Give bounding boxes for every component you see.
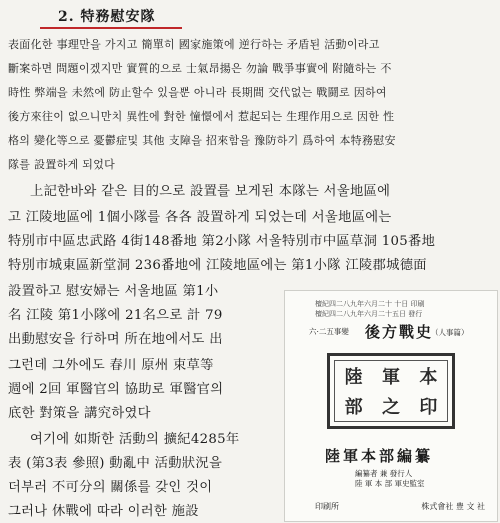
text-line: 出動慰安을 行하며 所在地에서도 出 xyxy=(8,332,223,347)
text-line: 고 江陵地區에 1個小隊를 各各 設置하게 되었는데 서울地區에는 xyxy=(8,210,392,225)
text-line: 特別市城東區新堂洞 236番地에 江陵地區에는 第1小隊 江陵郡城德面 xyxy=(8,258,427,273)
heading-underline xyxy=(40,27,182,29)
text-line: 表面化한 事理만을 가지고 簡單히 國家施策에 逆行하는 矛盾된 活動이라고 xyxy=(8,38,380,51)
text-line: 名 江陵 第1小隊에 21名으로 計 79 xyxy=(8,308,223,323)
text-line: 여기에 如斯한 活動의 擴紀4285年 xyxy=(30,432,240,447)
printer-name: 株式會社 豊 文 社 xyxy=(421,502,485,511)
text-line: 特別市中區忠武路 4街148番地 第2小隊 서울特別市中區草洞 105番地 xyxy=(8,234,436,249)
editor-name: 陸 軍 本 部 軍史監室 xyxy=(355,479,425,488)
book-printer xyxy=(315,501,485,512)
section-heading: 2. 特務慰安隊 xyxy=(58,9,156,25)
print-date-line: 檀紀四二八九年六月二十 十日 印刷 xyxy=(315,300,425,308)
book-subtitle: （人事篇） xyxy=(431,328,469,337)
text-line: 斷案하면 問題이겠지만 實質的으로 士氣昂揚은 勿論 戰爭事實에 附隨하는 不 xyxy=(8,62,392,75)
seal-char: 陸 xyxy=(344,367,363,388)
text-line: 隊를 設置하게 되었다 xyxy=(8,158,116,171)
text-line: 그러나 休戰에 따라 이러한 施設 xyxy=(8,504,199,519)
printer-label: 印刷所 xyxy=(315,502,339,511)
seal-char: 部 xyxy=(344,397,363,418)
text-line: 底한 對策을 講究하였다 xyxy=(8,406,151,421)
text-line: 表 (第3表 參照) 動亂中 活動狀況을 xyxy=(8,456,223,471)
book-publisher: 陸軍本部編纂 xyxy=(325,447,434,465)
editor-label: 編纂者 兼 發行人 xyxy=(355,469,413,478)
seal-char: 本 xyxy=(419,367,438,388)
publish-date-line: 檀紀四二八九年六月二十五日 發行 xyxy=(315,310,423,318)
text-line: 그런데 그外에도 春川 原州 束草等 xyxy=(8,358,214,373)
text-line: 後方來往이 없으니만치 異性에 對한 憧憬에서 惹起되는 生理作用으로 因한 性 xyxy=(8,110,395,123)
book-series: 六·二五事變 xyxy=(309,327,349,336)
text-line: 上記한바와 같은 目的으로 設置를 보게된 本隊는 서울地區에 xyxy=(30,184,391,199)
text-line: 더부러 不可分의 關係를 갖인 것이 xyxy=(8,480,213,495)
book-colophon-image xyxy=(284,290,498,522)
seal-stamp xyxy=(327,353,455,429)
text-line: 設置하고 慰安婦는 서울地區 第1小 xyxy=(8,284,219,299)
book-editor xyxy=(355,469,475,489)
text-line: 格의 變化等으로 憂鬱症및 其他 支障을 招來함을 豫防하기 爲하여 本特務慰安 xyxy=(8,134,396,147)
seal-char: 軍 xyxy=(381,367,400,388)
book-title: 後方戰史 xyxy=(365,323,434,341)
text-line: 週에 2回 軍醫官의 協助로 軍醫官의 xyxy=(8,382,224,397)
seal-char: 之 xyxy=(381,397,400,418)
text-line: 時性 弊端을 未然에 防止할수 있을뿐 아니라 長期間 交代없는 戰鬪로 因하여 xyxy=(8,86,387,99)
seal-char: 印 xyxy=(419,397,438,418)
